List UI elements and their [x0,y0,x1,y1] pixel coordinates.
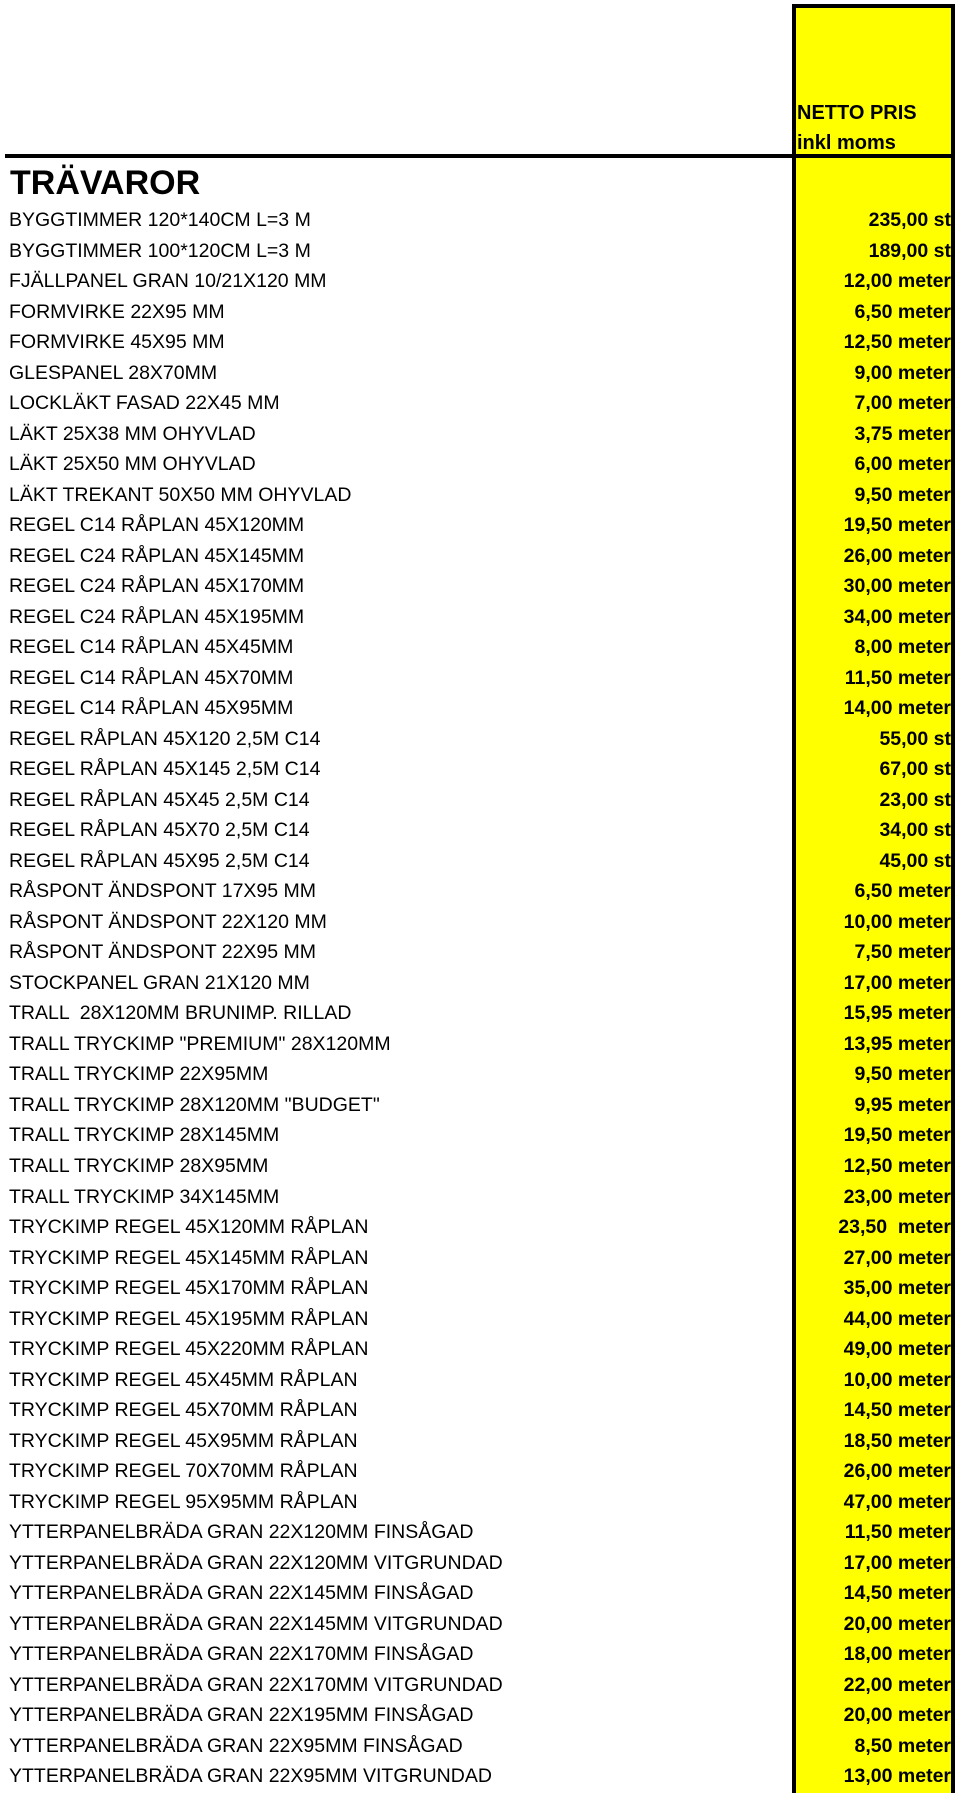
price-row [0,510,960,541]
price-row [0,998,960,1029]
price-row [0,1243,960,1274]
item-price: 34,00 st [879,819,951,842]
price-row [0,388,960,419]
item-price: 14,50 meter [843,1399,951,1422]
item-price: 189,00 st [868,239,951,262]
item-price: 9,95 meter [854,1093,951,1116]
item-name: LÄKT 25X38 MM OHYVLAD [9,422,256,445]
item-price: 27,00 meter [843,1246,951,1269]
item-price: 9,50 meter [854,483,951,506]
price-row [0,1426,960,1457]
item-price: 8,00 meter [854,636,951,659]
item-name: REGEL C24 RÅPLAN 45X145MM [9,544,305,567]
price-row [0,1365,960,1396]
item-price: 10,00 meter [843,1368,951,1391]
item-price: 23,00 meter [843,1185,951,1208]
price-row [0,327,960,358]
item-price: 49,00 meter [843,1338,951,1361]
item-price: 26,00 meter [843,544,951,567]
item-name: BYGGTIMMER 100*120CM L=3 M [9,239,311,262]
price-row [0,1517,960,1548]
price-row [0,297,960,328]
item-name: TRYCKIMP REGEL 45X95MM RÅPLAN [9,1429,358,1452]
item-name: TRALL TRYCKIMP "PREMIUM" 28X120MM [9,1032,391,1055]
item-name: STOCKPANEL GRAN 21X120 MM [9,971,310,994]
item-price: 44,00 meter [843,1307,951,1330]
price-row [0,663,960,694]
item-price: 9,50 meter [854,1063,951,1086]
item-price: 20,00 meter [843,1704,951,1727]
item-name: YTTERPANELBRÄDA GRAN 22X120MM FINSÅGAD [9,1521,474,1544]
price-row [0,846,960,877]
item-name: TRYCKIMP REGEL 45X220MM RÅPLAN [9,1338,369,1361]
price-row [0,1731,960,1762]
item-price: 55,00 st [879,727,951,750]
item-name: REGEL C14 RÅPLAN 45X120MM [9,514,305,537]
item-name: FORMVIRKE 22X95 MM [9,300,225,323]
item-price: 35,00 meter [843,1277,951,1300]
price-row [0,1609,960,1640]
item-price: 17,00 meter [843,1551,951,1574]
item-price: 8,50 meter [854,1734,951,1757]
price-row [0,693,960,724]
price-row [0,449,960,480]
price-row [0,541,960,572]
item-name: TRYCKIMP REGEL 95X95MM RÅPLAN [9,1490,358,1513]
item-name: RÅSPONT ÄNDSPONT 22X95 MM [9,941,317,964]
price-list [0,205,960,1792]
price-row [0,1090,960,1121]
price-row [0,1395,960,1426]
price-row [0,419,960,450]
item-price: 18,50 meter [843,1429,951,1452]
item-name: YTTERPANELBRÄDA GRAN 22X145MM VITGRUNDAD [9,1612,503,1635]
item-name: LÄKT TREKANT 50X50 MM OHYVLAD [9,483,352,506]
price-row [0,1182,960,1213]
item-name: TRYCKIMP REGEL 45X145MM RÅPLAN [9,1246,369,1269]
item-name: YTTERPANELBRÄDA GRAN 22X145MM FINSÅGAD [9,1582,474,1605]
price-header-line1: NETTO PRIS [797,102,917,124]
section-title: TRÄVAROR [10,164,201,202]
item-name: RÅSPONT ÄNDSPONT 17X95 MM [9,880,317,903]
item-name: LÄKT 25X50 MM OHYVLAD [9,453,256,476]
price-row [0,1456,960,1487]
price-row [0,602,960,633]
item-price: 11,50 meter [844,1521,951,1544]
item-name: TRYCKIMP REGEL 45X45MM RÅPLAN [9,1368,358,1391]
item-name: BYGGTIMMER 120*140CM L=3 M [9,209,311,231]
price-row [0,1334,960,1365]
price-row [0,1761,960,1792]
item-name: YTTERPANELBRÄDA GRAN 22X95MM FINSÅGAD [9,1734,463,1757]
item-price: 19,50 meter [843,514,951,537]
item-name: REGEL C24 RÅPLAN 45X170MM [9,575,305,598]
price-row [0,1120,960,1151]
item-name: TRYCKIMP REGEL 45X170MM RÅPLAN [9,1277,369,1300]
price-row [0,1639,960,1670]
item-price: 12,50 meter [843,1154,951,1177]
price-row [0,1548,960,1579]
item-price: 6,50 meter [854,300,951,323]
price-row [0,571,960,602]
item-price: 67,00 st [879,758,951,781]
item-name: YTTERPANELBRÄDA GRAN 22X170MM FINSÅGAD [9,1643,474,1666]
price-row [0,1059,960,1090]
price-row [0,1212,960,1243]
item-name: FJÄLLPANEL GRAN 10/21X120 MM [9,270,327,293]
item-price: 22,00 meter [843,1673,951,1696]
price-row [0,1029,960,1060]
price-row [0,1578,960,1609]
item-price: 7,00 meter [854,392,951,415]
item-name: GLESPANEL 28X70MM [9,361,218,384]
item-price: 23,50 meter [838,1216,951,1239]
item-price: 15,95 meter [843,1002,951,1025]
price-row [0,1304,960,1335]
item-price: 12,50 meter [843,331,951,354]
item-name: TRALL TRYCKIMP 34X145MM [9,1185,280,1208]
item-price: 9,00 meter [854,361,951,384]
item-price: 13,95 meter [843,1032,951,1055]
item-name: YTTERPANELBRÄDA GRAN 22X195MM FINSÅGAD [9,1704,474,1727]
item-name: REGEL RÅPLAN 45X70 2,5M C14 [9,819,310,842]
item-price: 3,75 meter [854,422,951,445]
item-name: YTTERPANELBRÄDA GRAN 22X170MM VITGRUNDAD [9,1673,503,1696]
item-price: 13,00 meter [843,1765,951,1788]
item-price: 45,00 st [879,849,951,872]
item-price: 17,00 meter [843,971,951,994]
item-price: 6,00 meter [854,453,951,476]
item-name: TRALL TRYCKIMP 22X95MM [9,1063,269,1086]
price-row [0,1700,960,1731]
price-row [0,358,960,389]
price-row [0,937,960,968]
item-price: 20,00 meter [843,1612,951,1635]
item-name: TRALL TRYCKIMP 28X95MM [9,1154,269,1177]
item-price: 18,00 meter [843,1643,951,1666]
item-name: REGEL C14 RÅPLAN 45X45MM [9,636,294,659]
item-price: 11,50 meter [844,666,951,689]
item-price: 26,00 meter [843,1460,951,1483]
item-name: FORMVIRKE 45X95 MM [9,331,225,354]
price-row [0,785,960,816]
price-row [0,754,960,785]
price-row [0,1151,960,1182]
price-row [0,266,960,297]
price-row [0,236,960,267]
price-header-line2: inkl moms [797,132,896,154]
item-name: REGEL RÅPLAN 45X45 2,5M C14 [9,788,310,811]
price-row [0,876,960,907]
item-price: 19,50 meter [843,1124,951,1147]
item-price: 10,00 meter [843,910,951,933]
price-row [0,724,960,755]
item-name: TRYCKIMP REGEL 70X70MM RÅPLAN [9,1460,358,1483]
item-name: TRYCKIMP REGEL 45X195MM RÅPLAN [9,1307,369,1330]
item-price: 6,50 meter [854,880,951,903]
price-row [0,205,960,236]
item-name: REGEL RÅPLAN 45X120 2,5M C14 [9,727,321,750]
item-price: 34,00 meter [843,605,951,628]
item-name: TRYCKIMP REGEL 45X120MM RÅPLAN [9,1216,369,1239]
item-name: TRALL 28X120MM BRUNIMP. RILLAD [9,1002,352,1025]
item-name: REGEL RÅPLAN 45X95 2,5M C14 [9,849,310,872]
price-row [0,1487,960,1518]
item-price: 14,50 meter [843,1582,951,1605]
item-name: TRALL TRYCKIMP 28X145MM [9,1124,280,1147]
item-name: REGEL C14 RÅPLAN 45X95MM [9,697,294,720]
item-name: TRYCKIMP REGEL 45X70MM RÅPLAN [9,1399,358,1422]
item-price: 14,00 meter [843,697,951,720]
item-name: REGEL RÅPLAN 45X145 2,5M C14 [9,758,321,781]
item-name: LOCKLÄKT FASAD 22X45 MM [9,392,280,415]
price-row [0,632,960,663]
price-row [0,480,960,511]
item-name: RÅSPONT ÄNDSPONT 22X120 MM [9,910,327,933]
price-row [0,968,960,999]
price-row [0,1670,960,1701]
item-price: 47,00 meter [843,1490,951,1513]
item-price: 235,00 st [868,209,951,231]
price-row [0,1273,960,1304]
price-row [0,815,960,846]
item-name: TRALL TRYCKIMP 28X120MM "BUDGET" [9,1093,380,1116]
item-name: YTTERPANELBRÄDA GRAN 22X120MM VITGRUNDAD [9,1551,503,1574]
item-name: YTTERPANELBRÄDA GRAN 22X95MM VITGRUNDAD [9,1765,492,1788]
item-name: REGEL C14 RÅPLAN 45X70MM [9,666,294,689]
item-price: 30,00 meter [843,575,951,598]
item-price: 12,00 meter [843,270,951,293]
item-price: 7,50 meter [854,941,951,964]
item-price: 23,00 st [879,788,951,811]
item-name: REGEL C24 RÅPLAN 45X195MM [9,605,305,628]
price-row [0,907,960,938]
